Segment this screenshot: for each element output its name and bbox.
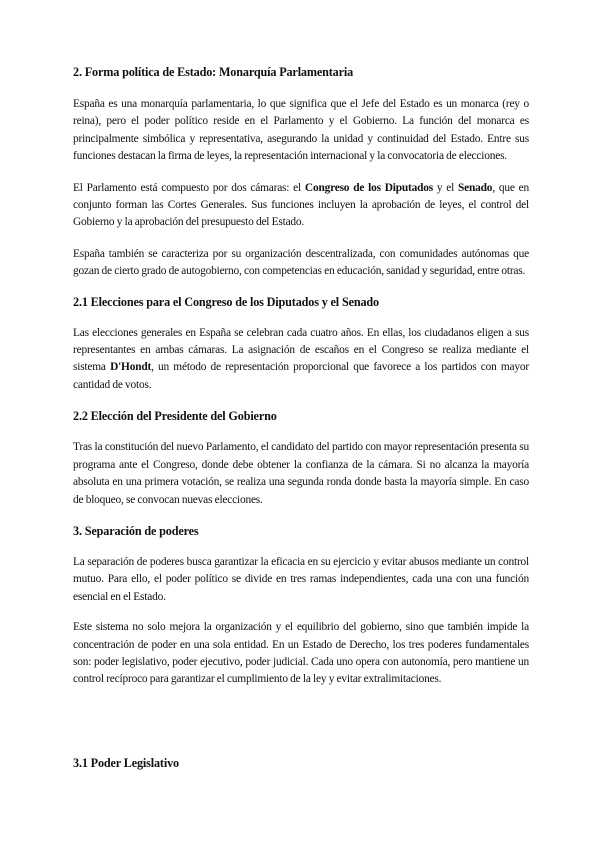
- paragraph-separacion-1: La separación de poderes busca garantizar la eficacia en su ejercicio y evitar abusos mediante un control mutuo. Para ello, el poder político se divide en tres ramas independientes, cada una con una función esencial en el Estado.: [73, 555, 529, 603]
- section-heading-separacion: 3. Separación de poderes: [73, 523, 199, 538]
- bold-congreso: Congreso de los Diputados: [304, 181, 433, 194]
- paragraph-elecciones: [73, 325, 529, 395]
- section-heading-forma-politica: 2. Forma política de Estado: Monarquía Parlamentaria: [73, 65, 354, 79]
- paragraph-parlamento-text-1: El Parlamento está compuesto por dos cámaras: el: [73, 181, 305, 194]
- paragraph-monarquia: España es una monarquía parlamentaria, lo que significa que el Jefe del Estado es un monarca (rey o reina), pero el poder político reside en el Parlamento y el Gobierno. La función del monarca es principalmente simbólica y representativa, asegurando la unidad y continuidad del Estado. Entre sus funciones destacan la firma de leyes, la representación internacional y la convocatoria de elecciones.: [73, 98, 529, 163]
- paragraph-parlamento: [73, 180, 529, 232]
- document-body: [73, 64, 529, 689]
- section-heading-presidente: 2.2 Elección del Presidente del Gobierno: [73, 409, 277, 424]
- paragraph-descentralizacion: España también se caracteriza por su organización descentralizada, con comunidades autónomas que gozan de cierto grado de autogobierno, con competencias en educación, sanidad y seguridad, entre otras.: [73, 247, 529, 278]
- paragraph-presidente: Tras la constitución del nuevo Parlamento, el candidato del partido con mayor representación presenta su programa ante el Congreso, donde debe obtener la confianza de la cámara. Si no alcanza la mayoría absoluta en una primera votación, se realiza una segunda ronda donde basta la mayoría simple. En caso de bloqueo, se convocan nuevas elecciones.: [73, 441, 529, 506]
- section-heading-elecciones: 2.1 Elecciones para el Congreso de los Diputados y el Senado: [73, 294, 379, 309]
- paragraph-parlamento-text-3: , que en conjunto forman las Cortes Generales. Sus funciones incluyen la aprobación de leyes, el control del Gobierno y la aprobación del presupuesto del Estado.: [73, 181, 529, 229]
- bold-senado: Senado: [458, 181, 493, 194]
- paragraph-elecciones-text-1: Las elecciones generales en España se celebran cada cuatro años. En ellas, los ciudadanos eligen a sus representantes en ambas cámaras. La asignación de escaños en el Congreso se realiza mediante el sistema: [73, 326, 529, 374]
- paragraph-elecciones-text-2: , un método de representación proporcional que favorece a los partidos con mayor cantidad de votos.: [73, 361, 529, 391]
- paragraph-parlamento-text-2: y el: [432, 181, 459, 194]
- paragraph-separacion-2: Este sistema no solo mejora la organización y el equilibrio del gobierno, sino que también impide la concentración de poder en una sola entidad. En un Estado de Derecho, los tres poderes fundamentales son: poder legislativo, poder ejecutivo, poder judicial. Cada uno opera con autonomía, pero mantiene un control recíproco para garantizar el cumplimiento de la ley y evitar extralimitaciones.: [73, 621, 529, 686]
- bold-dhondt: D'Hondt: [110, 361, 152, 374]
- section-heading-legislativo: 3.1 Poder Legislativo: [73, 756, 179, 770]
